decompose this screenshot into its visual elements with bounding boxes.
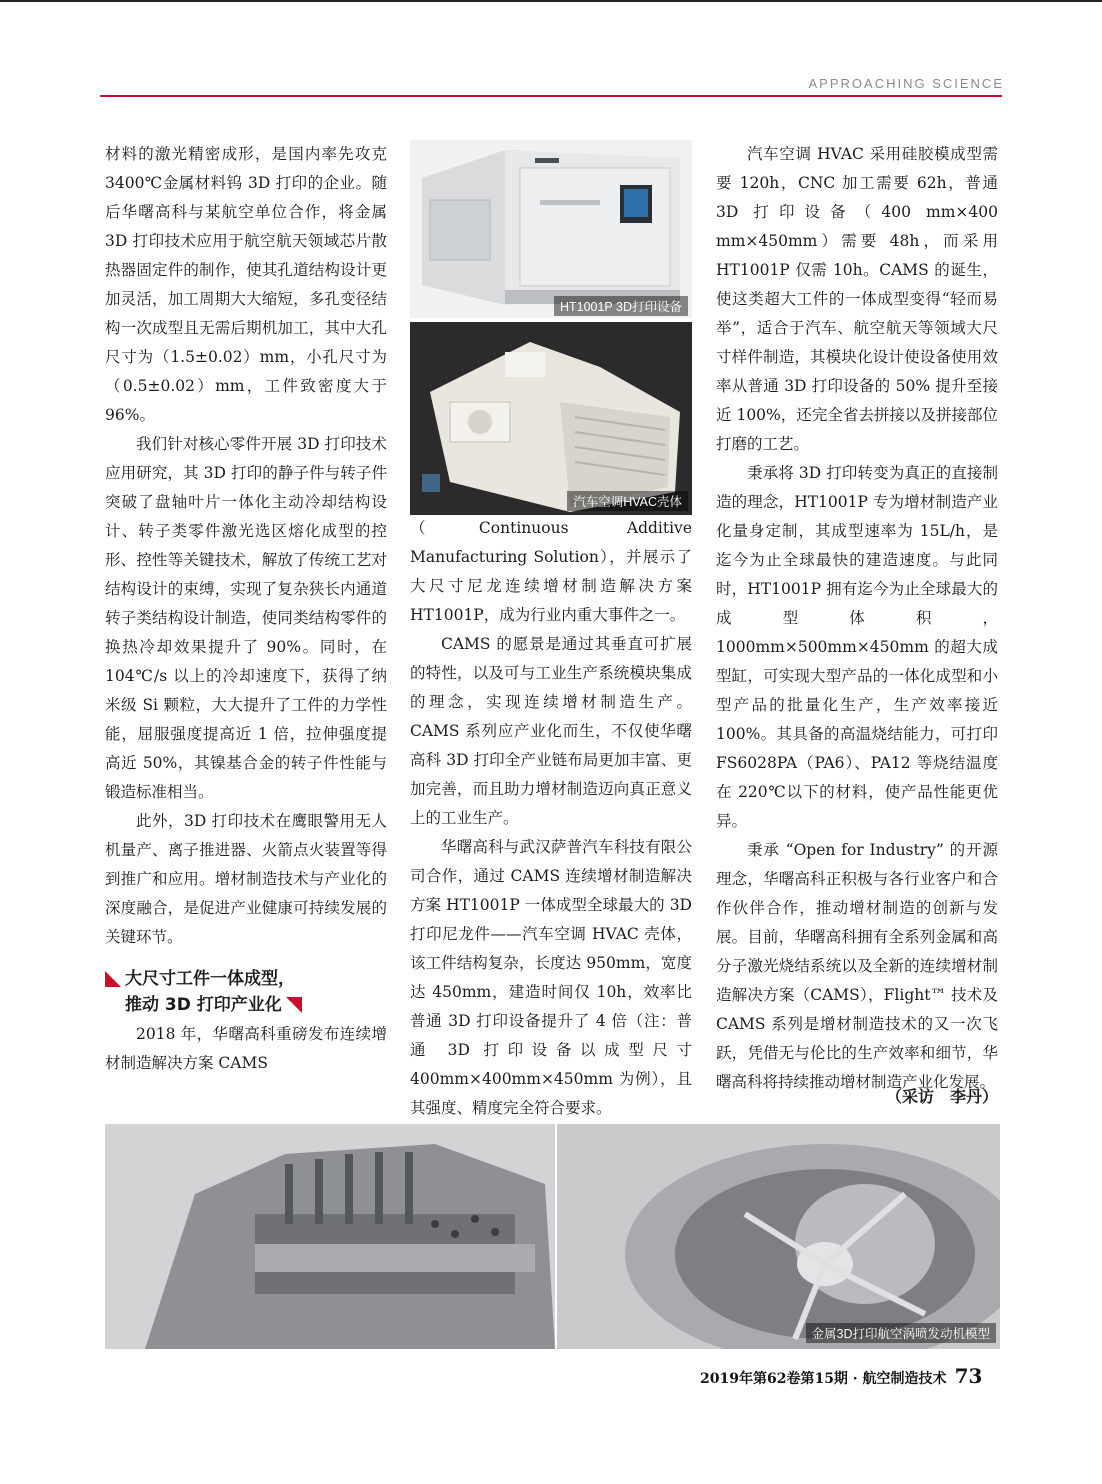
hvac-photo (410, 322, 692, 515)
top-border-line (0, 0, 1102, 2)
paragraph: 秉承 “Open for Industry” 的开源理念，华曙高科正积极与各行业客户和合作伙伴合作，推动增材制造的创新与发展。目前，华曙高科拥有全系列金属和高分子激光烧结系统以及全新的连续增材制造解决方案（CAMS），Flight™ 技术及 CAMS 系列是增材制造技术的又一次飞跃，凭借无与伦比的生产效率和细节，华曙高科将持续推动增材制造产业化发展。 (716, 841, 998, 1091)
machine-photo-caption: HT1001P 3D打印设备 (554, 296, 688, 316)
article-column-left (105, 140, 387, 1078)
article-column-middle (410, 514, 692, 1123)
machine-photo (410, 140, 692, 318)
footer-issue: 2019年第62卷第15期 · 航空制造技术 (700, 1371, 947, 1387)
page-number: 73 (954, 1364, 983, 1388)
heading-triangle-right-icon (286, 997, 302, 1013)
ht1001p-machine-illustration (410, 140, 692, 318)
hvac-photo-caption: 汽车空调HVAC壳体 (567, 491, 688, 511)
engine-photo-caption: 金属3D打印航空涡喷发动机模型 (806, 1323, 996, 1343)
section-heading (105, 966, 387, 1018)
section-heading-line1: 大尺寸工件一体成型， (125, 969, 295, 989)
byline: （采访 李丹） (885, 1087, 998, 1106)
paragraph: 我们针对核心零件开展 3D 打印技术应用研究，其 3D 打印的静子件与转子件突破了盘轴叶片一体化主动冷却结构设计、转子类零件激光选区熔化成型的控形、控性等关键技术，解放了传统工艺对结构设计的束缚，实现了复杂狭长内通道转子类结构设计制造，使同类结构零件的换热冷却效果提升了 90%。同时，在 104℃/s 以上的冷却速度下，获得了纳米级 Si 颗粒，大大提升了工件的力学性能，屈服强度提高近 1 倍，拉伸强度提高近 50%，其镍基合金的转子件性能与锻造标准相当。 (105, 435, 387, 801)
engine-model-illustration (105, 1124, 1000, 1349)
hvac-housing-illustration (410, 322, 692, 515)
paragraph: 材料的激光精密成形，是国内率先攻克 3400℃金属材料钨 3D 打印的企业。随后华曙高科与某航空单位合作，将金属 3D 打印技术应用于航空航天领域芯片散热器固定件的制作，使其孔道结构设计更加灵活，加工周期大大缩短，多孔变径结构一次成型且无需后期机加工，其中大孔尺寸为（1.5±0.02）mm，小孔尺寸为（0.5±0.02）mm，工件致密度大于 96%。 (105, 145, 387, 424)
page-footer (700, 1364, 982, 1388)
paragraph: 秉承将 3D 打印转变为真正的直接制造的理念，HT1001P 专为增材制造产业化量身定制，其成型速率为 15L/h，是迄今为止全球最快的建造速度。与此同时，HT1001P 拥有迄今为止全球最大的成型体积，1000mm×500mm×450mm 的超大成型缸，可实现大型产品的一体化成型和小型产品的批量化生产，生产效率接近 100%。其具备的高温烧结能力，可打印 FS6028PA（PA6）、PA12 等烧结温度在 220℃以下的材料，使产品性能更优异。 (716, 464, 998, 830)
section-header-label: APPROACHING SCIENCE (808, 76, 1004, 91)
heading-triangle-left-icon (105, 971, 121, 987)
engine-model-photo (105, 1124, 1000, 1349)
paragraph: 2018 年，华曙高科重磅发布连续增材制造解决方案 CAMS (105, 1025, 387, 1072)
paragraph: 此外，3D 打印技术在鹰眼警用无人机量产、离子推进器、火箭点火装置等得到推广和应用。增材制造技术与产业化的深度融合，是促进产业健康可持续发展的关键环节。 (105, 812, 387, 946)
paragraph: 华曙高科与武汉萨普汽车科技有限公司合作，通过 CAMS 连续增材制造解决方案 HT1001P 一体成型全球最大的 3D 打印尼龙件——汽车空调 HVAC 壳体，该工件结构复杂，长度达 950mm，宽度达 450mm，建造时间仅 10h，效率比普通 3D 打印设备提升了 4 倍（注：普通 3D 打印设备以成型尺寸 400mm×400mm×450mm 为例），且其强度、精度完全符合要求。 (410, 838, 692, 1117)
paragraph: （Continuous Additive Manufacturing Solution），并展示了大尺寸尼龙连续增材制造解决方案 HT1001P，成为行业内重大事件之一。 (410, 519, 692, 624)
paragraph: 汽车空调 HVAC 采用硅胶模成型需要 120h，CNC 加工需要 62h，普通 3D 打印设备（400 mm×400 mm×450mm）需要 48h，而采用 HT1001P 仅需 10h。CAMS 的诞生，使这类超大工件的一体成型变得“轻而易举”，适合于汽车、航空航天等领域大尺寸样件制造，其模块化设计使设备使用效率从普通 3D 打印设备的 50% 提升至接近 100%，还完全省去拼接以及拼接部位打磨的工艺。 (716, 145, 998, 453)
paragraph: CAMS 的愿景是通过其垂直可扩展的特性，以及可与工业生产系统模块集成的理念，实现连续增材制造生产。CAMS 系列应产业化而生，不仅使华曙高科 3D 打印全产业链布局更加丰富、更加完善，而且助力增材制造迈向真正意义上的工业生产。 (410, 635, 692, 827)
header-rule (100, 95, 1002, 97)
section-heading-line2: 推动 3D 打印产业化 (125, 995, 282, 1015)
article-column-right (716, 140, 998, 1097)
